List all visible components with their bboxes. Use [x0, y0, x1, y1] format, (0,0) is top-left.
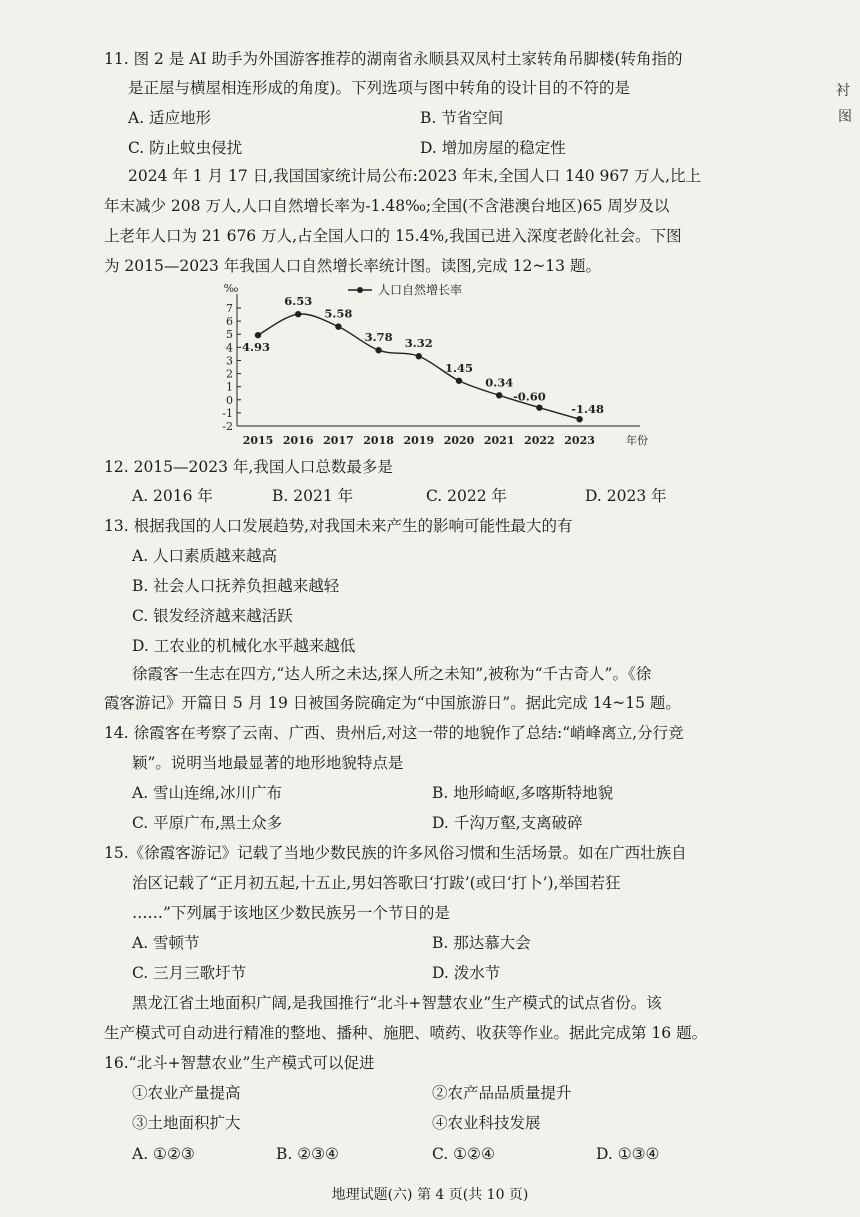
data-point [416, 353, 422, 359]
x-tick-label: 2021 [483, 434, 515, 447]
data-point [295, 311, 301, 317]
q12-stem: 12. 2015—2023 年,我国人口总数最多是 [104, 458, 393, 476]
data-point [375, 347, 381, 353]
y-tick-label: 5 [226, 328, 233, 342]
y-tick-label: -1 [222, 406, 233, 420]
population-growth-chart [200, 278, 660, 450]
q14-option-c: C. 平原广布,黑土众多 [132, 814, 283, 832]
data-point [576, 416, 582, 422]
q12-option-c: C. 2022 年 [426, 487, 508, 505]
y-tick-label: 3 [226, 354, 233, 368]
x-tick-label: 2019 [403, 434, 435, 447]
q15-stem-line3: ……”下列属于该地区少数民族另一个节日的是 [132, 904, 450, 922]
q13-option-c: C. 银发经济越来越活跃 [132, 607, 293, 625]
data-label: 0.34 [485, 375, 514, 390]
q11-option-d: D. 增加房屋的稳定性 [420, 139, 566, 157]
q16-item-3: ③土地面积扩大 [132, 1114, 241, 1132]
passage1-line2: 年末减少 208 万人,人口自然增长率为-1.48‰;全国(不含港澳台地区)65 周岁及以 [104, 197, 670, 215]
data-point [255, 332, 261, 338]
q14-stem-line1: 14. 徐霞客在考察了云南、广西、贵州后,对这一带的地貌作了总结:“峭峰离立,分行竞 [104, 724, 684, 742]
y-tick-label: 1 [226, 380, 233, 394]
q12-option-b: B. 2021 年 [272, 487, 354, 505]
passage1-line4: 为 2015—2023 年我国人口自然增长率统计图。读图,完成 12~13 题。 [104, 257, 601, 275]
data-label: 5.58 [324, 306, 353, 321]
x-tick-label: 2018 [363, 434, 394, 447]
y-tick-label: 0 [226, 393, 233, 407]
q11-option-b: B. 节省空间 [420, 109, 504, 127]
y-tick-label: -2 [222, 420, 233, 433]
data-label: 4.93 [241, 340, 271, 355]
y-tick-label: 2 [226, 367, 233, 381]
data-label: -1.48 [571, 402, 604, 417]
passage2-line2: 霞客游记》开篇日 5 月 19 日被国务院确定为“中国旅游日”。据此完成 14~15 题。 [104, 694, 681, 712]
passage1-line3: 上老年人口为 21 676 万人,占全国人口的 15.4%,我国已进入深度老龄化社会。下图 [104, 227, 682, 245]
passage3-line2: 生产模式可自动进行精准的整地、播种、施肥、喷药、收获等作业。据此完成第 16 题。 [104, 1024, 708, 1042]
side-mark-bottom: 图 [838, 109, 852, 125]
q15-stem-line2: 治区记载了“正月初五起,十五止,男妇答歌曰‘打跋’(或曰‘打卜’),举国若狂 [132, 874, 621, 892]
x-axis-label: 年份 [626, 434, 648, 447]
data-point [496, 392, 502, 398]
passage3-line1: 黑龙江省土地面积广阔,是我国推行“北斗+智慧农业”生产模式的试点省份。该 [132, 994, 662, 1012]
q13-option-b: B. 社会人口抚养负担越来越轻 [132, 577, 340, 595]
passage2-line1: 徐霞客一生志在四方,“达人所之未达,探人所之未知”,被称为“千古奇人”。《徐 [132, 665, 652, 683]
q14-stem-line2: 颖”。说明当地最显著的地形地貌特点是 [132, 754, 404, 772]
q11-option-c: C. 防止蚊虫侵扰 [128, 139, 243, 157]
q16-item-1: ①农业产量提高 [132, 1084, 241, 1102]
x-tick-label: 2020 [443, 434, 475, 447]
q15-option-a: A. 雪顿节 [132, 934, 200, 952]
data-point [456, 378, 462, 384]
q15-option-d: D. 泼水节 [432, 964, 501, 982]
q13-stem: 13. 根据我国的人口发展趋势,对我国未来产生的影响可能性最大的有 [104, 517, 573, 535]
y-tick-label: 6 [226, 315, 233, 329]
data-label: 6.53 [284, 294, 313, 309]
q16-stem: 16.“北斗+智慧农业”生产模式可以促进 [104, 1054, 375, 1072]
x-tick-label: 2015 [242, 434, 274, 447]
data-point [335, 323, 341, 329]
x-tick-label: 2016 [282, 434, 314, 447]
q16-option-d: D. ①③④ [596, 1145, 660, 1163]
q16-option-a: A. ①②③ [132, 1145, 195, 1163]
q15-option-b: B. 那达慕大会 [432, 934, 531, 952]
q16-item-4: ④农业科技发展 [432, 1114, 541, 1132]
page-footer: 地理试题(六) 第 4 页(共 10 页) [331, 1187, 529, 1203]
y-tick-label: 7 [226, 302, 233, 315]
data-label: 1.45 [444, 360, 474, 375]
q16-option-c: C. ①②④ [432, 1145, 495, 1163]
y-tick-label: 4 [226, 341, 233, 355]
q15-stem-line1: 15.《徐霞客游记》记载了当地少数民族的许多风俗习惯和生活场景。如在广西壮族自 [104, 844, 687, 862]
q13-option-a: A. 人口素质越来越高 [132, 547, 278, 565]
q11-stem-line1: 11. 图 2 是 AI 助手为外国游客推荐的湖南省永顺县双凤村土家转角吊脚楼(转角指的 [104, 50, 683, 68]
q11-option-a: A. 适应地形 [128, 109, 212, 127]
y-axis-unit: ‰ [223, 282, 239, 295]
x-tick-label: 2022 [524, 434, 555, 447]
q11-stem-line2: 是正屋与横屋相连形成的角度)。下列选项与图中转角的设计目的不符的是 [128, 79, 631, 97]
q12-option-d: D. 2023 年 [585, 487, 667, 505]
q13-option-d: D. 工农业的机械化水平越来越低 [132, 637, 356, 655]
q14-option-a: A. 雪山连绵,冰川广布 [132, 784, 282, 802]
x-tick-label: 2017 [323, 434, 354, 447]
q16-option-b: B. ②③④ [276, 1145, 339, 1163]
data-label: 3.78 [364, 330, 393, 345]
q12-option-a: A. 2016 年 [132, 487, 213, 505]
q16-item-2: ②农产品品质量提升 [432, 1084, 572, 1102]
q14-option-b: B. 地形崎岖,多喀斯特地貌 [432, 784, 614, 802]
q15-option-c: C. 三月三歌圩节 [132, 964, 247, 982]
data-point [536, 404, 542, 410]
data-label: -0.60 [513, 389, 546, 404]
q14-option-d: D. 千沟万壑,支离破碎 [432, 814, 583, 832]
legend-marker [357, 287, 363, 293]
legend-label: 人口自然增长率 [378, 283, 463, 297]
passage1-line1: 2024 年 1 月 17 日,我国国家统计局公布:2023 年末,全国人口 140 967 万人,比上 [128, 167, 701, 185]
x-tick-label: 2023 [564, 434, 595, 447]
side-mark-top: 衬 [836, 83, 850, 99]
data-label: 3.32 [404, 336, 433, 351]
